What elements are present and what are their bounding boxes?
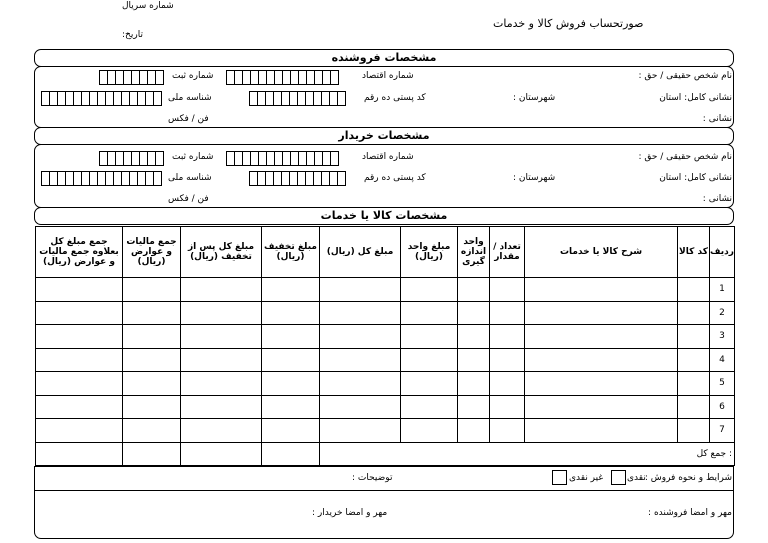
seller-national-id-field[interactable]	[41, 91, 162, 106]
table-row	[36, 395, 735, 419]
col-tax: جمع مالیات و عوارض (ریال)	[123, 227, 181, 278]
row-number: 5	[710, 372, 735, 396]
buyer-signature-label: : مهر و امضا خریدار	[312, 508, 388, 518]
row-number: 3	[710, 325, 735, 349]
cell[interactable]	[181, 301, 262, 325]
items-header: مشخصات کالا یا خدمات	[320, 209, 448, 222]
row-number: 2	[710, 301, 735, 325]
cell[interactable]	[320, 278, 401, 302]
row-number: 4	[710, 348, 735, 372]
cell[interactable]	[678, 395, 710, 419]
cell[interactable]	[320, 395, 401, 419]
cell[interactable]	[262, 419, 320, 443]
table-row	[36, 348, 735, 372]
cell[interactable]	[490, 278, 525, 302]
seller-header-box	[34, 49, 734, 67]
seller-reg-number-field[interactable]	[99, 70, 164, 85]
form-title: صورتحساب فروش کالا و خدمات	[493, 17, 644, 30]
buyer-address2-label: : نشانی	[702, 194, 732, 204]
cell[interactable]	[401, 278, 458, 302]
seller-national-label: شناسه ملی	[168, 93, 212, 103]
col-total: مبلغ کل (ریال)	[320, 227, 401, 278]
items-header-row	[36, 227, 735, 278]
cell[interactable]	[123, 278, 181, 302]
cell[interactable]	[36, 419, 123, 443]
col-discount: مبلغ تخفیف (ریال)	[262, 227, 320, 278]
cell[interactable]	[262, 301, 320, 325]
cell[interactable]	[123, 372, 181, 396]
col-quantity: تعداد / مقدار	[490, 227, 525, 278]
total-row	[36, 442, 735, 466]
cell[interactable]	[458, 278, 490, 302]
col-unit-price: مبلغ واحد (ریال)	[401, 227, 458, 278]
seller-signature-label: : مهر و امضا فروشنده	[648, 508, 732, 518]
cell[interactable]	[490, 325, 525, 349]
cell[interactable]	[262, 325, 320, 349]
cell[interactable]	[401, 395, 458, 419]
cell[interactable]	[320, 372, 401, 396]
cell[interactable]	[401, 325, 458, 349]
row-number: 7	[710, 419, 735, 443]
table-row	[36, 419, 735, 443]
table-row	[36, 325, 735, 349]
buyer-phone-label: فن / فکس	[168, 194, 209, 204]
cash-checkbox[interactable]	[611, 470, 626, 485]
cell[interactable]	[320, 325, 401, 349]
cell[interactable]	[36, 348, 123, 372]
cell[interactable]	[525, 278, 678, 302]
cell[interactable]	[320, 348, 401, 372]
table-row	[36, 301, 735, 325]
cell[interactable]	[401, 348, 458, 372]
cell[interactable]	[123, 395, 181, 419]
buyer-national-label: شناسه ملی	[168, 173, 212, 183]
row-number: 1	[710, 278, 735, 302]
cell[interactable]	[401, 419, 458, 443]
buyer-header: مشخصات خریدار	[338, 129, 430, 142]
seller-address-label: نشانی کامل: استان	[659, 93, 732, 103]
total-discount-cell[interactable]	[262, 442, 320, 466]
buyer-address-label: نشانی کامل: استان	[659, 173, 732, 183]
cell[interactable]	[458, 301, 490, 325]
cell[interactable]	[525, 325, 678, 349]
cell[interactable]	[525, 372, 678, 396]
date-label: :تاریخ	[122, 30, 143, 40]
cell[interactable]	[36, 301, 123, 325]
seller-address2-label: : نشانی	[702, 114, 732, 124]
cell[interactable]	[490, 419, 525, 443]
cell[interactable]	[490, 372, 525, 396]
cell[interactable]	[458, 419, 490, 443]
seller-city-label: : شهرستان	[513, 93, 556, 103]
cell[interactable]	[678, 419, 710, 443]
col-description: شرح کالا یا خدمات	[525, 227, 678, 278]
cell[interactable]	[678, 372, 710, 396]
serial-label: شماره سریال	[122, 1, 174, 11]
cell[interactable]	[123, 348, 181, 372]
col-row-number: ردیف	[710, 227, 735, 278]
cell[interactable]	[678, 278, 710, 302]
cell[interactable]	[401, 372, 458, 396]
seller-name-label: : نام شخص حقیقی / حق	[638, 71, 732, 81]
cell[interactable]	[678, 348, 710, 372]
cell[interactable]	[525, 395, 678, 419]
cell[interactable]	[458, 395, 490, 419]
items-header-box	[34, 207, 734, 225]
total-label: : جمع کل	[320, 442, 735, 466]
cell[interactable]	[123, 419, 181, 443]
cell[interactable]	[458, 348, 490, 372]
cash-label: نقدی	[627, 473, 646, 483]
seller-postal-code-field[interactable]	[249, 91, 346, 106]
cell[interactable]	[262, 348, 320, 372]
total-tax-cell[interactable]	[123, 442, 181, 466]
cell[interactable]	[181, 419, 262, 443]
buyer-city-label: : شهرستان	[513, 173, 556, 183]
cell[interactable]	[458, 325, 490, 349]
cell[interactable]	[181, 325, 262, 349]
cell[interactable]	[401, 301, 458, 325]
notes-label: : توضیحات	[352, 473, 393, 483]
cell[interactable]	[181, 372, 262, 396]
cell[interactable]	[525, 348, 678, 372]
seller-phone-label: فن / فکس	[168, 114, 209, 124]
cell[interactable]	[123, 301, 181, 325]
items-table	[35, 226, 735, 466]
cell[interactable]	[490, 395, 525, 419]
seller-postal-label: کد پستی ده رقم	[364, 93, 426, 103]
total-grand-cell[interactable]	[36, 442, 123, 466]
cell[interactable]	[181, 278, 262, 302]
seller-econ-number-field[interactable]	[226, 70, 339, 85]
row-number: 6	[710, 395, 735, 419]
cell[interactable]	[678, 301, 710, 325]
buyer-header-box	[34, 127, 734, 145]
buyer-postal-code-field[interactable]	[249, 171, 346, 186]
buyer-postal-label: کد پستی ده رقم	[364, 173, 426, 183]
cell[interactable]	[36, 278, 123, 302]
cell[interactable]	[320, 301, 401, 325]
col-grand-total: جمع مبلغ کل بعلاوه جمع مالیات و عوارض (ریال)	[36, 227, 123, 278]
cell[interactable]	[490, 348, 525, 372]
footer-divider	[35, 490, 733, 491]
table-row	[36, 278, 735, 302]
buyer-econ-number-field[interactable]	[226, 151, 339, 166]
seller-reg-label: شماره ثبت	[172, 71, 214, 81]
table-row	[36, 372, 735, 396]
col-item-code: کد کالا	[678, 227, 710, 278]
terms-label: : شرایط و نحوه فروش	[644, 473, 732, 483]
buyer-reg-number-field[interactable]	[99, 151, 164, 166]
col-after-discount: مبلغ کل پس از تخفیف (ریال)	[181, 227, 262, 278]
cell[interactable]	[525, 301, 678, 325]
cell[interactable]	[320, 419, 401, 443]
noncash-label: غیر نقدی	[569, 473, 604, 483]
buyer-econ-label: شماره اقتصاد	[362, 152, 414, 162]
cell[interactable]	[262, 278, 320, 302]
buyer-national-id-field[interactable]	[41, 171, 162, 186]
buyer-reg-label: شماره ثبت	[172, 152, 214, 162]
cell[interactable]	[36, 325, 123, 349]
cell[interactable]	[458, 372, 490, 396]
col-unit: واحد اندازه گیری	[458, 227, 490, 278]
seller-econ-label: شماره اقتصاد	[362, 71, 414, 81]
cell[interactable]	[678, 325, 710, 349]
cell[interactable]	[181, 395, 262, 419]
cell[interactable]	[262, 372, 320, 396]
cell[interactable]	[123, 325, 181, 349]
total-after-discount-cell[interactable]	[181, 442, 262, 466]
cell[interactable]	[525, 419, 678, 443]
cell[interactable]	[36, 395, 123, 419]
seller-header: مشخصات فروشنده	[331, 51, 437, 64]
buyer-name-label: : نام شخص حقیقی / حق	[638, 152, 732, 162]
cell[interactable]	[181, 348, 262, 372]
noncash-checkbox[interactable]	[552, 470, 567, 485]
cell[interactable]	[36, 372, 123, 396]
cell[interactable]	[262, 395, 320, 419]
cell[interactable]	[490, 301, 525, 325]
